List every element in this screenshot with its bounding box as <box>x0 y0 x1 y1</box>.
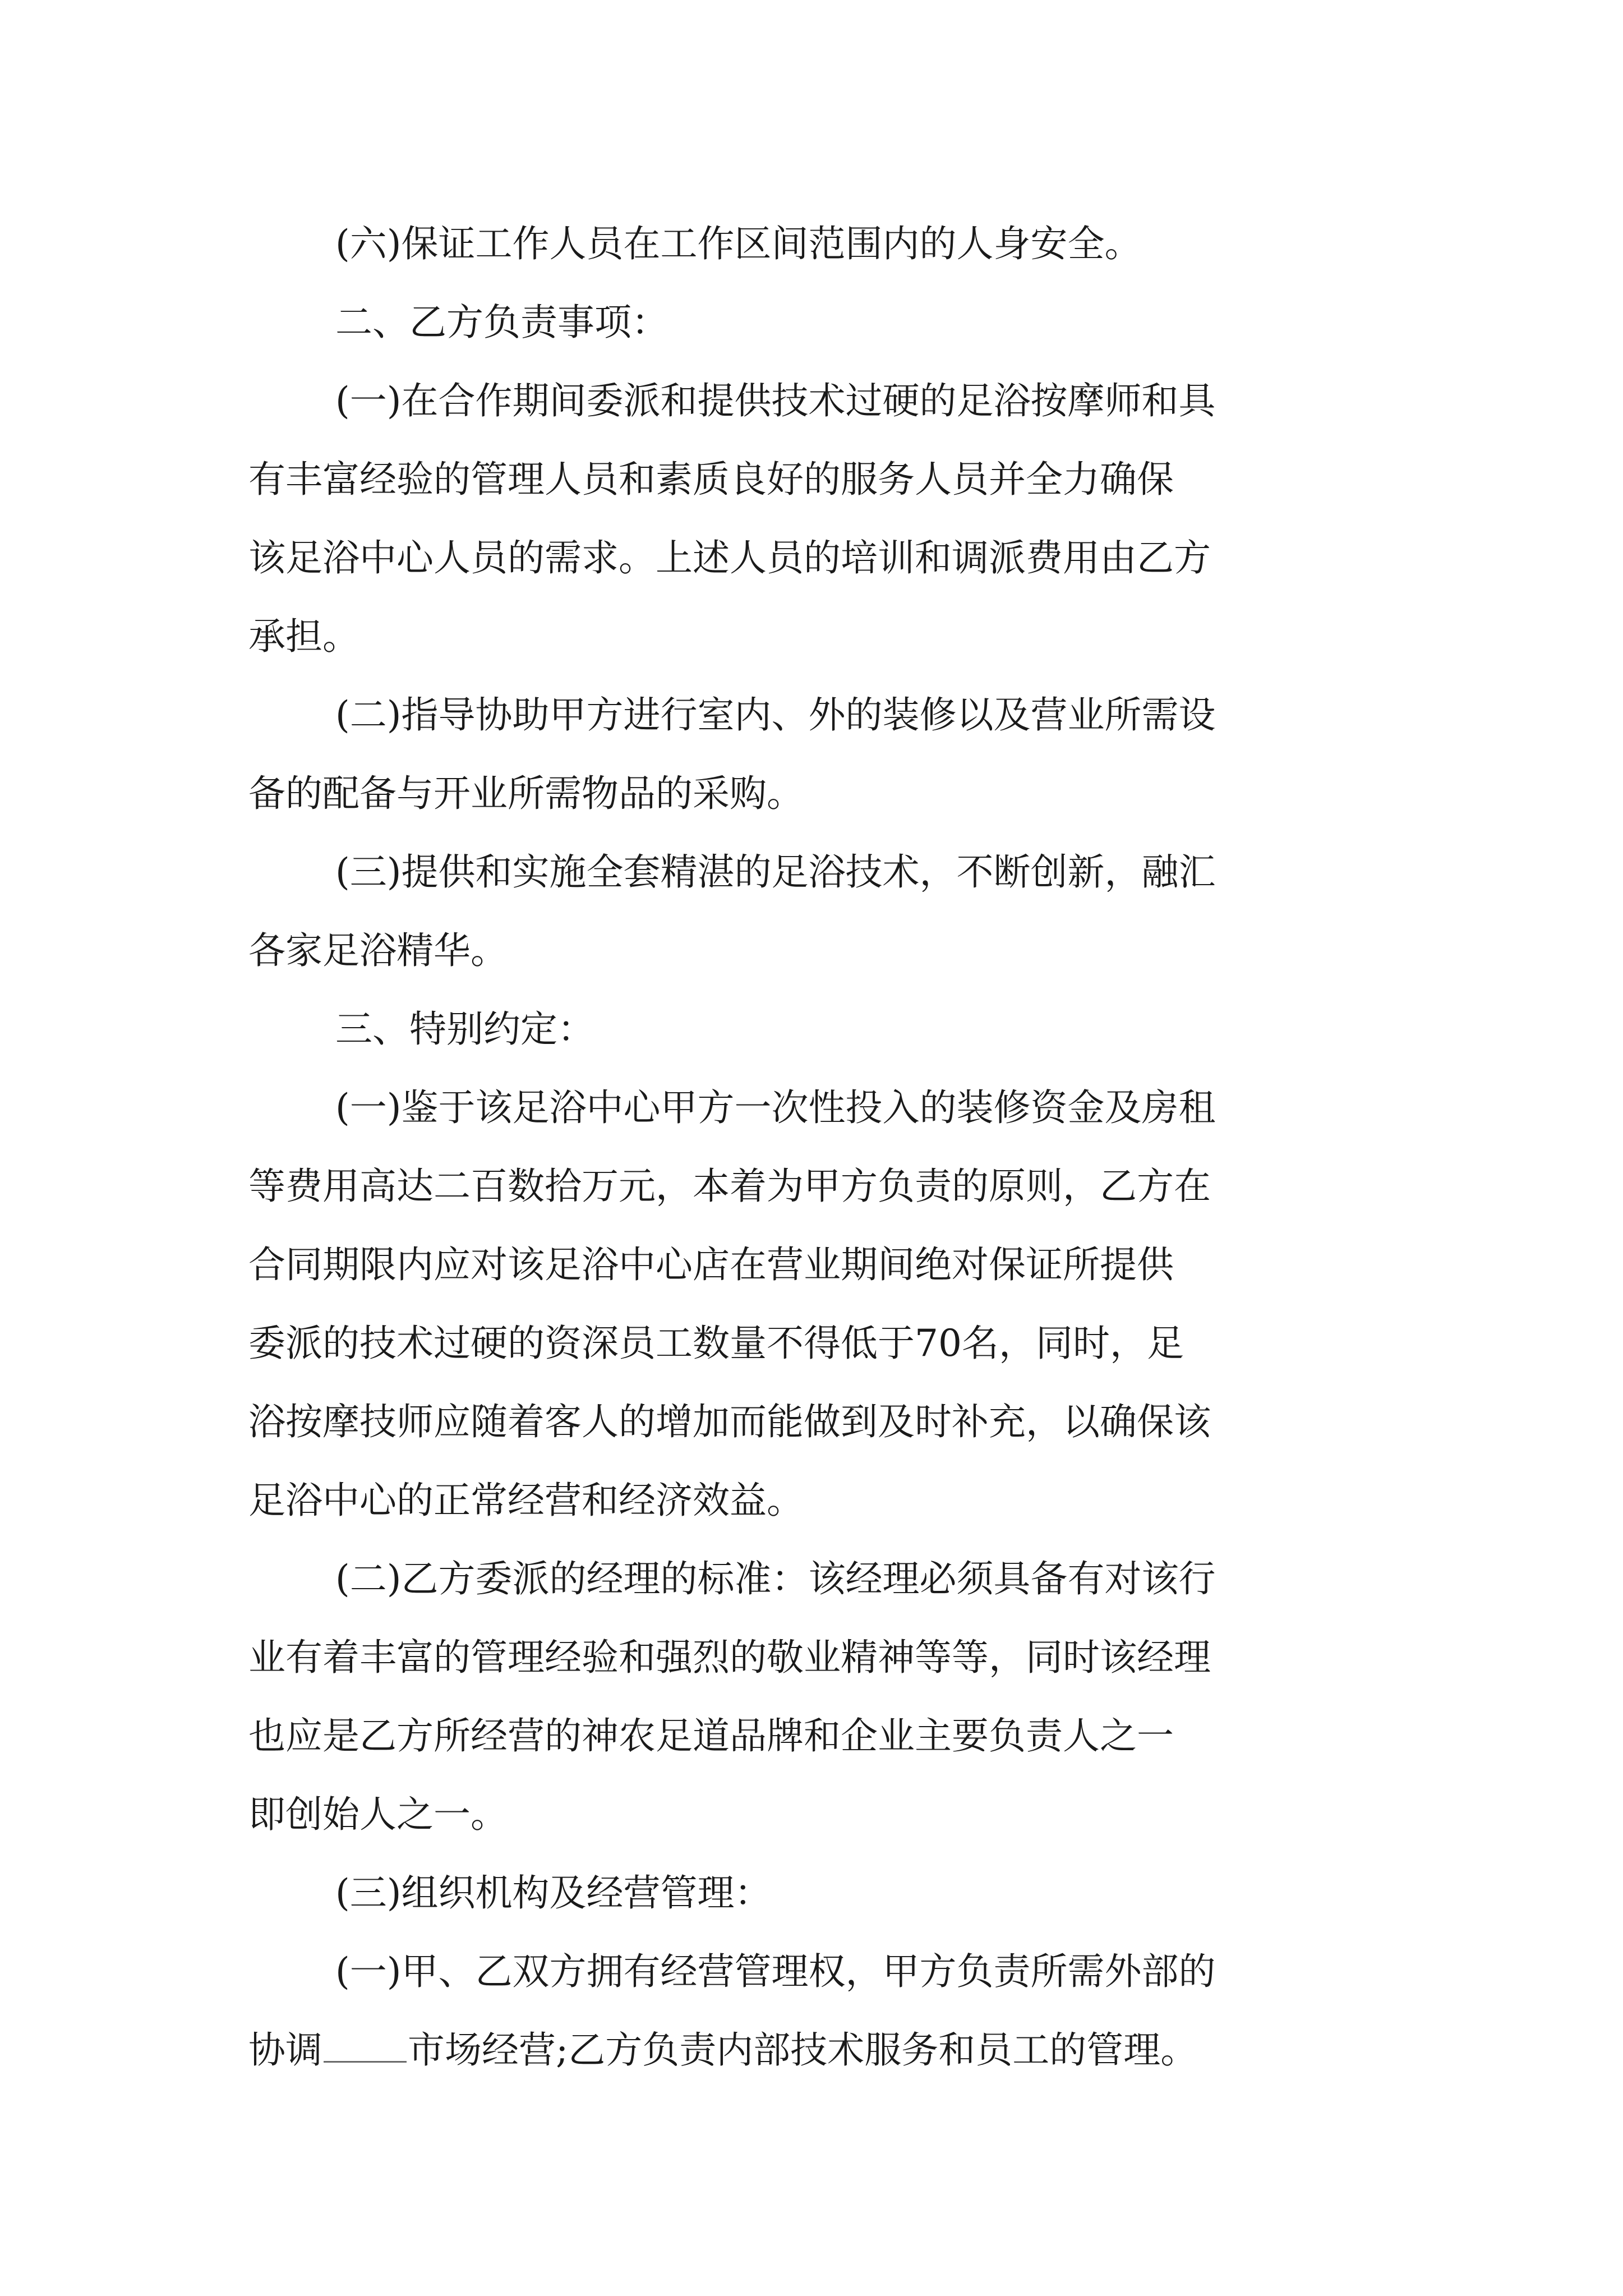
paragraph-line: 备的配备与开业所需物品的采购。 <box>248 772 804 815</box>
paragraph-line: 委派的技术过硬的资深员工数量不得低于70名，同时，足 <box>248 1322 1184 1365</box>
text-before-blank: 协调 <box>248 2028 322 2072</box>
paragraph-line: 即创始人之一。 <box>248 1793 508 1836</box>
paragraph-line: (一)鉴于该足浴中心甲方一次性投入的装修资金及房租 <box>335 1086 1216 1129</box>
paragraph-line: (一)在合作期间委派和提供技术过硬的足浴按摩师和具 <box>335 379 1216 422</box>
paragraph-line-with-blank <box>248 2028 1197 2073</box>
paragraph-line: 各家足浴精华。 <box>248 929 508 972</box>
paragraph-line: 业有着丰富的管理经验和强烈的敬业精神等等，同时该经理 <box>248 1636 1211 1679</box>
section-heading: 三、特别约定： <box>335 1007 594 1051</box>
paragraph-line: (六)保证工作人员在工作区间范围内的人身安全。 <box>335 222 1142 265</box>
section-heading: (三)组织机构及经营管理： <box>335 1871 772 1915</box>
paragraph-line: 合同期限内应对该足浴中心店在营业期间绝对保证所提供 <box>248 1243 1174 1286</box>
paragraph-line: (二)指导协助甲方进行室内、外的装修以及营业所需设 <box>335 693 1216 737</box>
text-after-blank: 市场经营;乙方负责内部技术服务和员工的管理。 <box>408 2028 1198 2072</box>
paragraph-line: 该足浴中心人员的需求。上述人员的培训和调派费用由乙方 <box>248 536 1211 579</box>
paragraph-line: 有丰富经验的管理人员和素质良好的服务人员并全力确保 <box>248 458 1174 501</box>
section-heading: 二、乙方负责事项： <box>335 301 668 344</box>
paragraph-line: (一)甲、乙双方拥有经营管理权，甲方负责所需外部的 <box>335 1950 1216 1993</box>
paragraph-line: (三)提供和实施全套精湛的足浴技术，不断创新，融汇 <box>335 850 1216 894</box>
fill-in-blank <box>324 2059 407 2063</box>
paragraph-line: 等费用高达二百数拾万元，本着为甲方负责的原则，乙方在 <box>248 1165 1211 1208</box>
paragraph-line: 浴按摩技师应随着客人的增加而能做到及时补充，以确保该 <box>248 1400 1211 1443</box>
paragraph-line: 也应是乙方所经营的神农足道品牌和企业主要负责人之一 <box>248 1714 1174 1757</box>
paragraph-line: (二)乙方委派的经理的标准：该经理必须具备有对该行 <box>335 1557 1216 1600</box>
paragraph-line: 足浴中心的正常经营和经济效益。 <box>248 1479 804 1522</box>
paragraph-line: 承担。 <box>248 615 359 658</box>
